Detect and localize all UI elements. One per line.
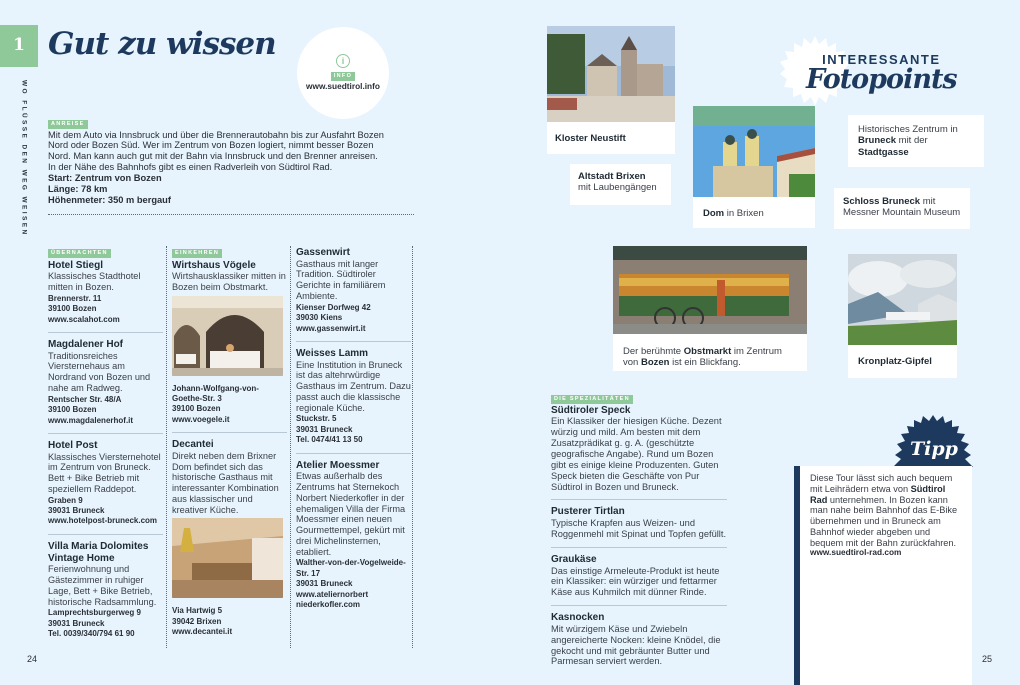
- restaurant-city: 39100 Bozen: [172, 404, 221, 414]
- page-title: Gut zu wissen: [48, 26, 276, 62]
- fotopoint-title: Bozen: [640, 357, 670, 369]
- anreise-length: Länge: 78 km: [48, 183, 108, 194]
- hotel-desc: Klassisches Stadthotel mitten in Bozen.: [48, 271, 141, 293]
- kronplatz-photo: [848, 254, 957, 345]
- restaurant-address: Stuckstr. 5: [296, 414, 337, 424]
- chapter-number: 1: [13, 35, 25, 56]
- hotel-city: 39031 Bruneck: [48, 506, 105, 516]
- restaurant-city: 39030 Kiens: [296, 313, 343, 323]
- spezialitaeten-tag: DIE SPEZIALITÄTEN: [551, 395, 633, 404]
- info-icon: i: [336, 54, 350, 68]
- divider: [172, 432, 287, 433]
- divider: [296, 341, 411, 342]
- tipp-url-link[interactable]: www.suedtirol-rad.com: [810, 547, 902, 558]
- tipp-text: [810, 473, 962, 548]
- fotopoint-title: Bruneck: [858, 135, 897, 147]
- tipp-label: Tipp: [910, 438, 958, 460]
- fotopoint-card: [848, 254, 957, 378]
- hotel-city: 39100 Bozen: [48, 304, 97, 314]
- hotel-address: Brennerstr. 11: [48, 293, 102, 303]
- hotel-name: Hotel Post: [48, 439, 98, 451]
- info-badge: [297, 27, 389, 119]
- restaurant-address: Via Hartwig 5: [172, 606, 223, 616]
- fotopoint-subtitle: in Brixen: [724, 207, 764, 219]
- restaurant-url-link[interactable]: www.ateliernorbert niederkofler.com: [296, 589, 369, 609]
- restaurant-url-link[interactable]: www.decantei.it: [172, 626, 233, 636]
- fotopoints-heading-line2: Fotopoints: [806, 64, 957, 96]
- fotopoints-heading-line1: INTERESSANTE: [822, 52, 941, 67]
- restaurant-desc: Wirtshausklassiker mitten in Bozen beim Obstmarkt.: [172, 271, 286, 293]
- fotopoint-card: [547, 26, 675, 154]
- anreise-elevation: Höhenmeter: 350 m bergauf: [48, 194, 171, 205]
- einkehren-tag: EINKEHREN: [172, 249, 222, 258]
- restaurant-name: Wirtshaus Vögele: [172, 259, 256, 271]
- fotopoint-text: ist ein Blickfang.: [669, 357, 741, 369]
- restaurant-desc: Gasthaus mit langer Tradition. Südtiroler Gerichte in familiärem Ambiente.: [296, 258, 386, 301]
- fotopoint-title: Schloss Bruneck: [843, 196, 921, 207]
- hotel-address: Lamprechtsburgerweg 9: [48, 608, 141, 618]
- fotopoint-card: [834, 188, 970, 229]
- specialty-name: Graukäse: [551, 553, 597, 565]
- obstmarkt-photo: [613, 246, 807, 334]
- restaurant-city: 39031 Bruneck: [296, 579, 353, 589]
- specialty-name: Kasnocken: [551, 612, 605, 624]
- restaurant-address: Johann-Wolfgang-von-Goethe-Str. 3: [172, 383, 259, 403]
- restaurant-city: 39042 Brixen: [172, 616, 222, 626]
- fotopoint-card: [848, 115, 984, 167]
- tipp-text-bold: Südtirol Rad: [810, 483, 946, 505]
- hotel-url-link[interactable]: www.scalahot.com: [48, 314, 120, 324]
- restaurant-address: Kienser Dorfweg 42: [296, 302, 371, 312]
- fotopoint-subtitle: mit Messner Mountain Museum: [843, 196, 961, 219]
- divider: [551, 499, 727, 500]
- divider: [48, 534, 163, 535]
- hotel-address: Rentscher Str. 48/A: [48, 394, 122, 404]
- fotopoint-card: [693, 106, 815, 228]
- divider: [551, 547, 727, 548]
- hotel-desc: Klassisches Viersternehotel im Zentrum von Bruneck. Bett + Bike Betrieb mit speziellem Raddepot.: [48, 451, 161, 494]
- info-url-link[interactable]: www.suedtirol.info: [306, 80, 380, 91]
- hotel-name: Villa Maria Dolomites Vintage Home: [48, 540, 149, 564]
- tipp-starburst-icon: [893, 415, 973, 467]
- fotopoint-subtitle: mit Laubengängen: [578, 182, 657, 194]
- fotopoint-title: Stadtgasse: [858, 146, 909, 158]
- fotopoint-text: im Zentrum von: [623, 345, 782, 369]
- hotel-city: 39100 Bozen: [48, 405, 97, 415]
- specialty-desc: Mit würzigem Käse und Zwiebeln angereicherte Nocken: kleine Knödel, die gekocht und mit gebräunter Butter und Parmesan serviert werden.: [551, 623, 721, 667]
- restaurant-desc: Etwas außerhalb des Zentrums hat Sternekoch Norbert Niederkofler in der ehemaligen Villa der Firma Moessmer einen neuen Gourmettempel, gekürt mit drei Michelinsternen, etabliert.: [296, 471, 406, 557]
- hotel-desc: Traditionsreiches Viersternehaus am Nordrand von Bozen und nahe am Radweg.: [48, 350, 151, 393]
- info-tag: INFO: [331, 72, 355, 81]
- fotopoint-title: Kronplatz-Gipfel: [858, 355, 932, 367]
- restaurant-phone: Tel. 0474/41 13 50: [296, 435, 363, 445]
- uebernachten-tag: ÜBERNACHTEN: [48, 249, 111, 258]
- specialty-name: Südtiroler Speck: [551, 404, 631, 416]
- tipp-text-part: Diese Tour lässt sich auch bequem mit Leihrädern etwa von: [810, 473, 953, 494]
- hotel-name: Hotel Stiegl: [48, 259, 104, 271]
- restaurant-name: Gassenwirt: [296, 247, 350, 258]
- fotopoint-title: Dom: [703, 207, 725, 219]
- divider: [48, 332, 163, 333]
- spezialitaeten-section: [551, 392, 727, 667]
- restaurant-interior-photo: [172, 518, 283, 598]
- fotopoint-text: Historisches Zentrum in: [858, 124, 958, 135]
- fotopoint-text: mit der: [896, 135, 928, 147]
- restaurant-city: 39031 Bruneck: [296, 424, 353, 434]
- uebernachten-column: [48, 246, 163, 639]
- page-number-left: 24: [27, 654, 38, 664]
- fotopoints-heading: [806, 52, 957, 96]
- fotopoint-text: Der berühmte: [623, 345, 684, 357]
- hotel-phone: Tel. 0039/340/794 61 90: [48, 629, 135, 639]
- divider: [551, 605, 727, 606]
- hotel-city: 39031 Bruneck: [48, 618, 105, 628]
- chapter-vertical-label: WO FLÜSSE DEN WEG WEISEN: [20, 80, 28, 237]
- fotopoint-card: [570, 164, 671, 205]
- anreise-section: [48, 117, 388, 206]
- dom-brixen-photo: [693, 106, 815, 197]
- hotel-url-link[interactable]: www.magdalenerhof.it: [48, 415, 134, 425]
- kloster-neustift-photo: [547, 26, 675, 122]
- fotopoint-card: [613, 246, 807, 371]
- anreise-tag: ANREISE: [48, 120, 88, 129]
- column-divider: [412, 246, 413, 648]
- page-number-right: 25: [982, 654, 993, 664]
- specialty-name: Pusterer Tirtlan: [551, 506, 625, 518]
- column-divider: [166, 246, 167, 648]
- hotel-desc: Ferienwohnung und Gästezimmer in ruhiger Lage, Bett + Bike Betrieb, historische Radsammlung.: [48, 564, 157, 607]
- divider: [48, 433, 163, 434]
- chapter-number-tab: [0, 25, 38, 67]
- restaurant-arcade-photo: [172, 296, 283, 376]
- restaurant-desc: Eine Institution in Bruneck ist das altehrwürdige Gasthaus im Zentrum. Dazu passt auch die klassische regionale Küche.: [296, 359, 411, 413]
- tipp-text-part: unternehmen. In Bozen kann man nahe beim Bahnhof das E-Bike übernehmen und in Bruneck am Bahnhof wieder abgeben und bequem mit der Bahn zurückfahren.: [810, 494, 958, 548]
- column-divider: [290, 246, 291, 648]
- anreise-text: Mit dem Auto via Innsbruck und über die Brennerautobahn bis zur Ausfahrt Bozen Nord oder Bozen Süd. Wer im Zentrum von Bozen logiert, nimmt besser Bozen Nord. Man kann auch gut mit der Bahn via Innsbruck und den Brenner anreisen. In der Nähe des Bahnhofs gibt es einen Radverleih von Südtirol Rad.: [48, 129, 384, 173]
- fotopoint-title: Obstmarkt: [683, 345, 732, 357]
- restaurant-desc: Direkt neben dem Brixner Dom befindet sich das historische Gasthaus mit interessanter Kombination aus klassischer und kreativer Küche.: [172, 450, 279, 515]
- einkehren-column-2: [296, 246, 411, 610]
- anreise-start: Start: Zentrum von Bozen: [48, 173, 162, 184]
- specialty-desc: Das einstige Armeleute-Produkt ist heute ein Klassiker: ein würziger und fettarmer Käse aus Kuhmilch mit dünner Rinde.: [551, 565, 720, 598]
- fotopoint-title: Kloster Neustift: [555, 132, 626, 144]
- specialty-desc: Ein Klassiker der hiesigen Küche. Dezent würzig und mild. Am besten mit dem Zusatzprädikat g. g. A. (geschützte geografische Angabe). Rund um Bozen gibt es einige kleine Produzenten. Guten Speck bieten die Geschäfte von Pur Südtirol in Bozen und Bruneck.: [551, 416, 722, 492]
- restaurant-url-link[interactable]: www.voegele.it: [172, 414, 230, 424]
- restaurant-url-link[interactable]: www.gassenwirt.it: [296, 323, 366, 333]
- hotel-url-link[interactable]: www.hotelpost-bruneck.com: [48, 516, 158, 526]
- divider: [48, 214, 414, 215]
- einkehren-column: [172, 246, 287, 637]
- hotel-name: Magdalener Hof: [48, 338, 124, 350]
- divider: [296, 453, 411, 454]
- restaurant-name: Weisses Lamm: [296, 347, 369, 359]
- hotel-address: Graben 9: [48, 495, 83, 505]
- restaurant-name: Decantei: [172, 439, 214, 451]
- tipp-box: [794, 466, 972, 685]
- restaurant-address: Walther-von-der-Vogelweide-Str. 17: [296, 558, 406, 578]
- fotopoint-title: Altstadt Brixen: [578, 171, 646, 182]
- specialty-desc: Typische Krapfen aus Weizen- und Roggenmehl mit Spinat und Topfen gefüllt.: [551, 518, 727, 539]
- restaurant-name: Atelier Moessmer: [296, 459, 380, 471]
